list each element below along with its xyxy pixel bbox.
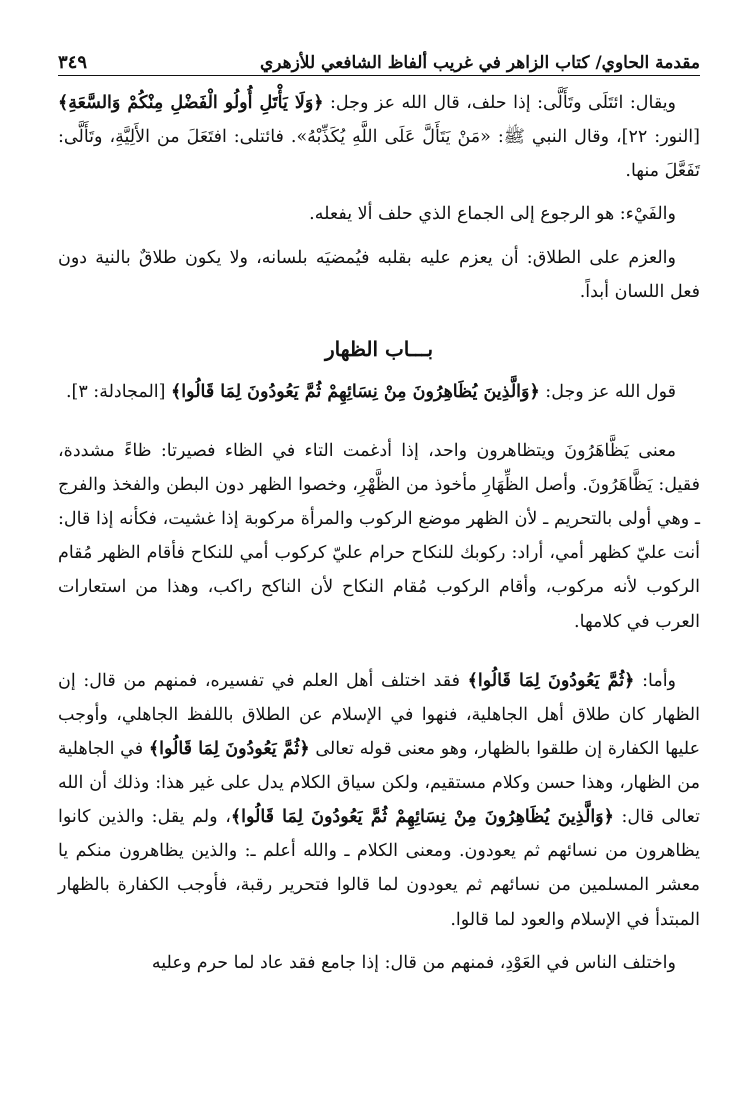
spacer xyxy=(58,648,700,664)
running-header xyxy=(58,52,700,76)
page xyxy=(58,52,700,989)
spacer xyxy=(58,418,700,434)
text-segment: في الجاهلية من الظهار، وهذا حسن وكلام مستقيم، ولكن سياق الكلام يدل على غير هذا: وذلك أن الله تعالى قال: xyxy=(58,738,700,828)
quran-quote: ﴿ثُمَّ يَعُودُونَ لِمَا قَالُوا﴾ xyxy=(467,670,635,691)
paragraph-awd: واختلف الناس في العَوْدِ، فمنهم من قال: إذا جامع فقد عاد لما حرم وعليه xyxy=(151,952,676,973)
paragraph-fay: والفَيْء: هو الرجوع إلى الجماع الذي حلف ألا يفعله. xyxy=(309,204,676,225)
paragraph-itala xyxy=(58,86,700,188)
running-title: مقدمة الحاوي/ كتاب الزاهر في غريب ألفاظ الشافعي للأزهري xyxy=(259,53,700,73)
quran-quote: ﴿وَالَّذِينَ يُظَاهِرُونَ مِنْ نِسَائِهِمْ ثُمَّ يَعُودُونَ لِمَا قَالُوا﴾ xyxy=(230,807,614,828)
text-segment: [النور: ٢٢]، وقال النبي ﷺ: «مَنْ يَتَأَلَّ عَلَى اللَّهِ يُكَذِّبْهُ». فائتلى: افتَعَلَ من الأَلِيَّةِ، وتَأَلَّى: تَفَعَّلَ منها. xyxy=(58,127,700,182)
paragraph-azm: والعزم على الطلاق: أن يعزم عليه بقلبه فيُمضيَه بلسانه، ولا يكون طلاقٌ بالنية دون فعل اللسان أبداً. xyxy=(58,247,700,302)
section-heading: بـــاب الظهار xyxy=(324,336,434,361)
paragraph-meaning: معنى يَظَّاهَرُونَ ويتظاهرون واحد، إذا أدغمت التاء في الظاء فصيرتا: ظاءً مشددة، فقيل: يَظَّاهَرُونَ. وأصل الظِّهَارِ مأخوذ من الظَّهْرِ، وخصوا الظهر دون البطن والفخذ والفرج ـ وهي أولى بالتحريم ـ لأن الظهر موضع الركوب والمرأة مركوبة إذا غشيت، فكأنه إذا قال: أنت عليّ كظهر أمي، أراد: ركوبك للنكاح حرام عليّ كركوب أمي للنكاح فأقام الظهر مُقام الركوب لأنه مركوب، وأقام الركوب مُقام النكاح لأن الناكح راكب، وهذا من استعارات العرب في كلامها. xyxy=(58,440,700,632)
text-segment: ، ولم يقل: والذين كانوا يظاهرون من نسائهم ثم يعودون. ومعنى الكلام ـ والله أعلم ـ: والذين يظاهرون منكم يا معشر المسلمين من نسائهم ثم يعودون لما قالوا فتحرير رقبة، فأوجب الكفارة بالظهار المبتدأ في الإسلام والعود لما قالوا. xyxy=(58,807,700,930)
text-segment: وأما: xyxy=(634,670,677,691)
text-segment: فقد اختلف أهل العلم في تفسيره، فمنهم من قال: إن الظهار كان طلاق أهل الجاهلية، فنهوا في الإسلام عن الطلاق باللفظ الجاهلي، وأوجب عليها الكفارة إن طلقوا بالظهار، وهو معنى قوله تعالى xyxy=(58,670,701,759)
quran-quote: ﴿وَلَا يَأْتَلِ أُولُو الْفَضْلِ مِنْكُمْ وَالسَّعَةِ﴾ xyxy=(58,93,324,113)
paragraph-tafsir xyxy=(58,664,700,937)
text-segment: قول الله عز وجل: xyxy=(539,381,676,402)
paragraph-verse xyxy=(58,375,700,409)
text-segment: ويقال: ائتَلَى وتَأَلَّى: إذا حلف، قال الله عز وجل: xyxy=(323,93,677,113)
verse-reference: [المجادلة: ٣]. xyxy=(65,381,172,402)
quran-quote: ﴿ثُمَّ يَعُودُونَ لِمَا قَالُوا﴾ xyxy=(148,738,310,759)
page-number: ٣٤٩ xyxy=(58,52,88,73)
quran-quote: ﴿وَالَّذِينَ يُظَاهِرُونَ مِنْ نِسَائِهِمْ ثُمَّ يَعُودُونَ لِمَا قَالُوا﴾ xyxy=(171,381,540,402)
